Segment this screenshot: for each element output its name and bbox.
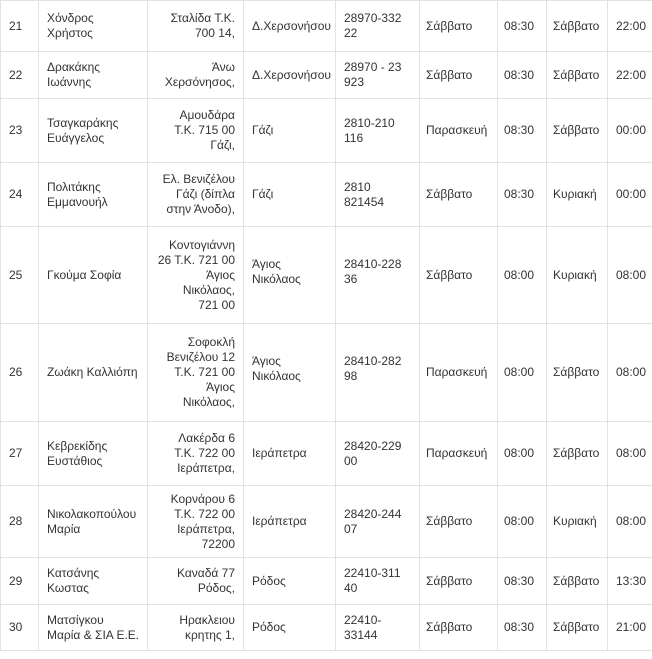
pharmacy-area xyxy=(244,1,336,52)
cell-line: 28420-229 xyxy=(344,438,402,453)
cell-line: 33144 xyxy=(344,627,378,642)
pharmacist-name xyxy=(39,605,148,651)
cell-line: Νικόλαος, xyxy=(182,395,235,409)
cell-line: Πολιτάκης xyxy=(47,179,101,194)
cell-line: 36 xyxy=(344,272,358,286)
duty-day-to: Κυριακή xyxy=(547,227,608,324)
cell-line: Γάζι, xyxy=(210,138,235,152)
pharmacist-name xyxy=(39,324,148,422)
duty-time-to: 22:00 xyxy=(608,1,652,52)
duty-time-to: 21:00 xyxy=(608,605,652,651)
pharmacist-name xyxy=(39,227,148,324)
cell-line: 28420-244 xyxy=(344,506,402,521)
pharmacy-phone xyxy=(336,422,420,486)
cell-line: Ιεράπετρα, xyxy=(177,461,235,475)
pharmacy-phone xyxy=(336,486,420,558)
cell-line: Ηρακλειου xyxy=(179,612,235,627)
duty-day-to: Κυριακή xyxy=(547,163,608,227)
table-row xyxy=(1,422,652,486)
cell-line: Εμμανουήλ xyxy=(47,194,108,209)
cell-line: 72200 xyxy=(201,536,235,551)
cell-line: 98 xyxy=(344,369,358,383)
table-row xyxy=(1,605,652,651)
pharmacy-phone xyxy=(336,324,420,422)
pharmacy-phone xyxy=(336,52,420,99)
cell-line: Ζωάκη Καλλιόπη xyxy=(47,365,138,379)
pharmacy-area xyxy=(244,605,336,651)
cell-line: 22410-311 xyxy=(344,566,401,580)
pharmacist-name xyxy=(39,52,148,99)
cell-line: 22410- xyxy=(344,612,382,627)
row-number: 24 xyxy=(1,163,39,227)
table-row xyxy=(1,1,652,52)
cell-line: 821454 xyxy=(344,194,385,209)
cell-line: Σταλίδα Τ.Κ. xyxy=(170,11,235,25)
row-number: 29 xyxy=(1,558,39,605)
pharmacy-address xyxy=(148,486,244,558)
cell-line: Ευάγγελος xyxy=(47,130,105,145)
cell-line: Τ.Κ. 721 00 xyxy=(174,365,235,379)
pharmacy-area xyxy=(244,227,336,324)
row-number: 27 xyxy=(1,422,39,486)
cell-line: Ιωάννης xyxy=(47,75,92,89)
duty-time-to: 08:00 xyxy=(608,227,652,324)
duty-time-from: 08:30 xyxy=(498,558,547,605)
cell-line: Μαρία xyxy=(47,521,81,536)
cell-line: Άνω xyxy=(211,60,235,74)
pharmacist-name xyxy=(39,1,148,52)
row-number: 25 xyxy=(1,227,39,324)
cell-line: Δρακάκης xyxy=(47,60,101,74)
duty-day-to: Σάββατο xyxy=(547,52,608,99)
pharmacist-name xyxy=(39,486,148,558)
cell-line: Κατσάνης xyxy=(47,566,100,580)
pharmacist-name xyxy=(39,99,148,163)
table-row xyxy=(1,324,652,422)
duty-day-from: Παρασκευή xyxy=(420,99,498,163)
cell-line: Χερσόνησος, xyxy=(164,75,235,89)
cell-line: Νικολακοπούλου xyxy=(47,506,137,521)
duty-time-from: 08:30 xyxy=(498,1,547,52)
cell-line: 2810 xyxy=(344,179,371,194)
pharmacy-area xyxy=(244,99,336,163)
pharmacy-phone xyxy=(336,227,420,324)
pharmacist-name xyxy=(39,163,148,227)
cell-line: 26 Τ.Κ. 721 00 xyxy=(157,252,235,267)
duty-time-from: 08:00 xyxy=(498,422,547,486)
cell-line: 28970-332 xyxy=(344,11,402,25)
pharmacy-phone xyxy=(336,99,420,163)
cell-line: 721 00 xyxy=(198,297,235,312)
duty-time-from: 08:30 xyxy=(498,605,547,651)
pharmacy-address xyxy=(148,558,244,605)
cell-line: 40 xyxy=(344,581,358,595)
pharmacy-phone xyxy=(336,558,420,605)
cell-line: Καναδά 77 xyxy=(176,566,235,580)
cell-line: Ρόδος xyxy=(252,573,286,588)
pharmacist-name xyxy=(39,422,148,486)
duty-day-to: Σάββατο xyxy=(547,422,608,486)
cell-line: Λακέρδα 6 xyxy=(178,431,235,445)
cell-line: Ελ. Βενιζέλου xyxy=(162,172,235,186)
cell-line: Νικόλαος, xyxy=(182,282,235,297)
duty-day-from: Σάββατο xyxy=(420,558,498,605)
table-row xyxy=(1,486,652,558)
cell-line: Ιεράπετρα, xyxy=(177,521,235,536)
duty-time-from: 08:00 xyxy=(498,324,547,422)
duty-time-to: 00:00 xyxy=(608,163,652,227)
duty-time-to: 22:00 xyxy=(608,52,652,99)
duty-time-from: 08:30 xyxy=(498,163,547,227)
cell-line: 2810-210 xyxy=(344,115,395,130)
cell-line: Ρόδος xyxy=(252,620,286,634)
pharmacy-phone xyxy=(336,163,420,227)
cell-line: Γάζι xyxy=(252,123,274,137)
cell-line: 28410-282 xyxy=(344,354,402,368)
row-number: 21 xyxy=(1,1,39,52)
pharmacy-address xyxy=(148,163,244,227)
pharmacist-name xyxy=(39,558,148,605)
cell-line: Ιεράπετρα xyxy=(252,514,307,528)
cell-line: 00 xyxy=(344,453,358,468)
duty-time-to: 08:00 xyxy=(608,422,652,486)
duty-day-from: Σάββατο xyxy=(420,1,498,52)
duty-day-from: Σάββατο xyxy=(420,52,498,99)
table-row xyxy=(1,558,652,605)
row-number: 28 xyxy=(1,486,39,558)
pharmacy-address xyxy=(148,227,244,324)
duty-day-to: Σάββατο xyxy=(547,605,608,651)
cell-line: Ρόδος, xyxy=(197,581,235,595)
cell-line: 28970 - 23 xyxy=(344,60,402,74)
pharmacy-address xyxy=(148,324,244,422)
cell-line: Κωστας xyxy=(47,581,89,595)
duty-time-from: 08:30 xyxy=(498,99,547,163)
pharmacy-area xyxy=(244,422,336,486)
duty-time-to: 08:00 xyxy=(608,486,652,558)
table-body xyxy=(1,1,652,651)
cell-line: Γάζι (δίπλα xyxy=(176,187,235,201)
cell-line: Ευστάθιος xyxy=(47,453,103,468)
cell-line: Κεβρεκίδης xyxy=(47,438,108,453)
cell-line: Άγιος xyxy=(252,257,281,271)
pharmacy-address xyxy=(148,605,244,651)
cell-line: Άγιος xyxy=(206,380,235,394)
cell-line: Τσαγκαράκης xyxy=(47,115,119,130)
table-row xyxy=(1,99,652,163)
cell-line: Νικόλαος xyxy=(252,369,301,383)
pharmacy-address xyxy=(148,99,244,163)
pharmacy-phone xyxy=(336,1,420,52)
duty-day-to: Σάββατο xyxy=(547,324,608,422)
cell-line: Ματσίγκου xyxy=(47,612,104,627)
table-row xyxy=(1,52,652,99)
duty-day-to: Σάββατο xyxy=(547,1,608,52)
duty-day-to: Κυριακή xyxy=(547,486,608,558)
duty-day-to: Σάββατο xyxy=(547,99,608,163)
pharmacy-address xyxy=(148,1,244,52)
duty-time-from: 08:00 xyxy=(498,227,547,324)
duty-time-from: 08:30 xyxy=(498,52,547,99)
cell-line: Σοφοκλή xyxy=(187,335,235,349)
pharmacy-phone xyxy=(336,605,420,651)
pharmacy-area xyxy=(244,324,336,422)
pharmacy-address xyxy=(148,52,244,99)
pharmacy-area xyxy=(244,486,336,558)
cell-line: Δ.Χερσονήσου xyxy=(252,18,331,33)
cell-line: 28410-228 xyxy=(344,257,402,271)
cell-line: 07 xyxy=(344,521,358,536)
cell-line: Ιεράπετρα xyxy=(252,446,307,460)
cell-line: 923 xyxy=(344,75,365,89)
cell-line: Τ.Κ. 722 00 xyxy=(174,446,235,460)
row-number: 26 xyxy=(1,324,39,422)
duty-day-from: Σάββατο xyxy=(420,605,498,651)
duty-time-from: 08:00 xyxy=(498,486,547,558)
duty-day-from: Παρασκευή xyxy=(420,324,498,422)
table-row xyxy=(1,163,652,227)
cell-line: Τ.Κ. 715 00 xyxy=(174,123,235,137)
pharmacy-area xyxy=(244,52,336,99)
duty-time-to: 08:00 xyxy=(608,324,652,422)
pharmacy-area xyxy=(244,163,336,227)
duty-day-from: Σάββατο xyxy=(420,486,498,558)
duty-time-to: 13:30 xyxy=(608,558,652,605)
cell-line: στην Άνοδο), xyxy=(166,202,235,216)
cell-line: Τ.Κ. 722 00 xyxy=(174,506,235,521)
cell-line: Γκούμα Σοφία xyxy=(47,267,122,282)
cell-line: Άγιος xyxy=(252,354,281,368)
cell-line: Νικόλαος xyxy=(252,272,301,286)
cell-line: 700 14, xyxy=(194,26,235,40)
cell-line: Μαρία & ΣΙΑ Ε.Ε. xyxy=(47,627,140,642)
cell-line: Κοντογιάννη xyxy=(168,237,235,252)
cell-line: Αμουδάρα xyxy=(179,108,235,122)
cell-line: Βενιζέλου 12 xyxy=(166,350,235,364)
cell-line: Γάζι xyxy=(252,187,274,201)
duty-day-to: Σάββατο xyxy=(547,558,608,605)
duty-day-from: Σάββατο xyxy=(420,163,498,227)
duty-day-from: Παρασκευή xyxy=(420,422,498,486)
cell-line: Άγιος xyxy=(206,267,235,282)
table-row xyxy=(1,227,652,324)
duty-time-to: 00:00 xyxy=(608,99,652,163)
cell-line: Κορνάρου 6 xyxy=(170,491,235,506)
duty-day-from: Σάββατο xyxy=(420,227,498,324)
cell-line: Δ.Χερσονήσου xyxy=(252,67,331,82)
cell-line: 116 xyxy=(344,130,364,145)
row-number: 22 xyxy=(1,52,39,99)
row-number: 23 xyxy=(1,99,39,163)
pharmacy-address xyxy=(148,422,244,486)
cell-line: κρητης 1, xyxy=(184,627,235,642)
row-number: 30 xyxy=(1,605,39,651)
cell-line: Χρήστος xyxy=(47,26,93,40)
pharmacy-area xyxy=(244,558,336,605)
cell-line: 22 xyxy=(344,26,358,40)
cell-line: Χόνδρος xyxy=(47,11,94,25)
